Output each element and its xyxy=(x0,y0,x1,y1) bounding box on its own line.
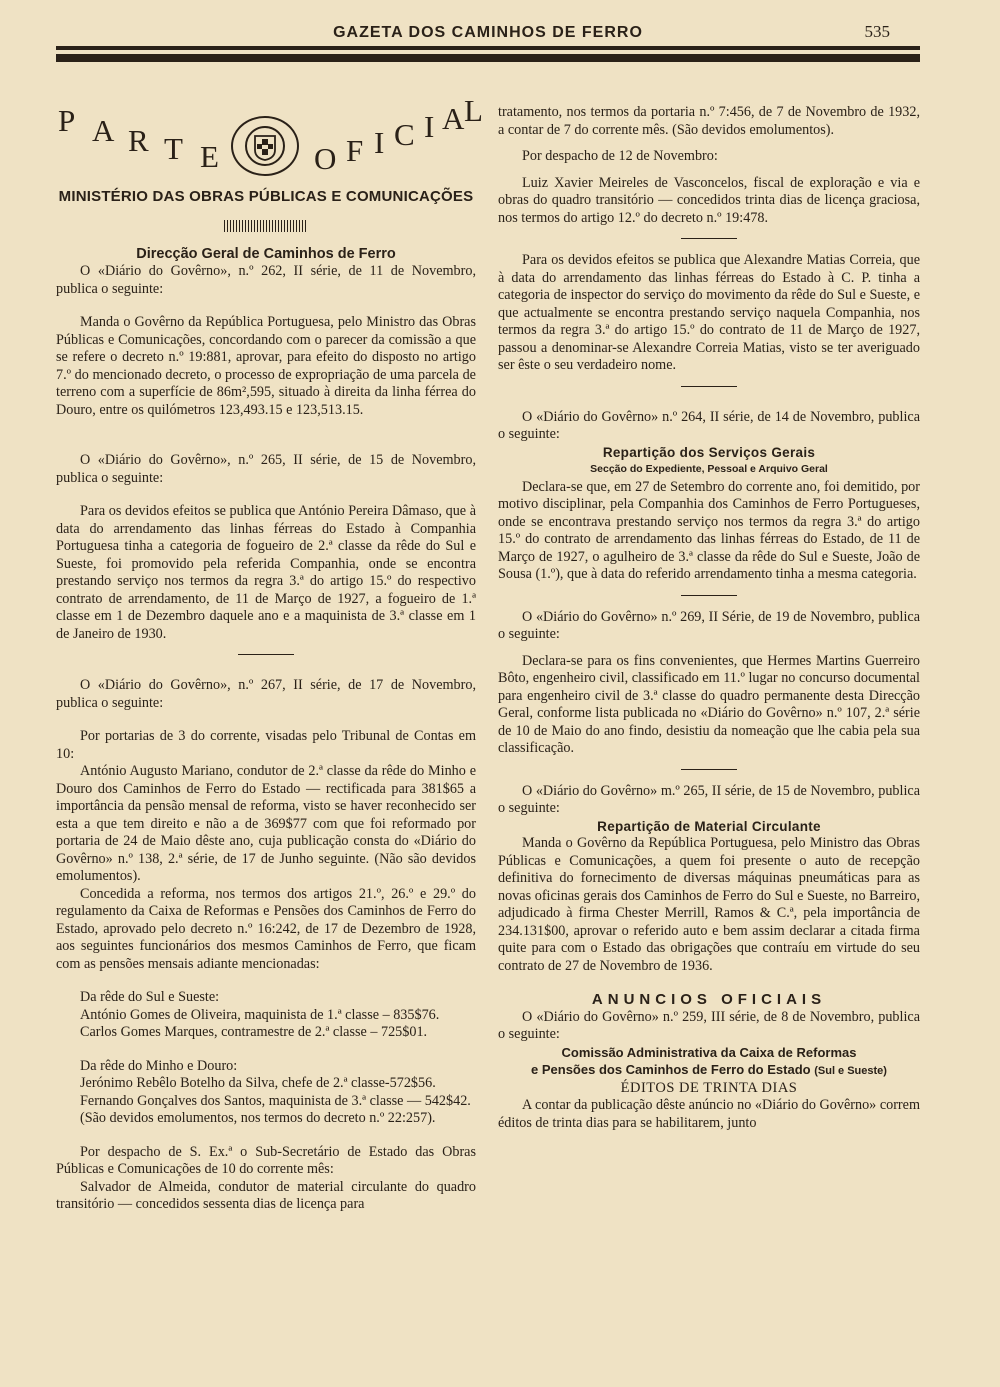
paragraph: Concedida a reforma, nos termos dos artigos 21.º, 26.º e 29.º do regulamento da Caixa de Reformas e Pensões dos Caminhos de Ferro do Estado, aprovado pelo decreto n.º 16:242, de 17 de Dezembro de 1928, aos seguintes funcionários dos mesmos Caminhos de Ferro, que ficam com as pensões mensais adiante mencionadas: xyxy=(56,885,476,972)
banner-letter: I xyxy=(424,109,435,144)
pension-list-minho xyxy=(56,1058,476,1128)
comissao-tag: (Sul e Sueste) xyxy=(814,1064,887,1077)
banner-letter: A xyxy=(442,101,465,136)
paragraph: O «Diário do Govêrno» n.º 264, II série, de 14 de Novembro, publica o seguinte: xyxy=(498,408,920,442)
paragraph: A contar da publicação dêste anúncio no «Diário do Govêrno» correm éditos de trinta dias para se habilitarem, junto xyxy=(498,1097,920,1131)
banner-letter: C xyxy=(394,117,415,152)
ministry-heading: MINISTÉRIO DAS OBRAS PÚBLICAS E COMUNICAÇÕES xyxy=(58,188,474,205)
paragraph: António Augusto Mariano, condutor de 2.ª classe da rêde do Minho e Douro dos Caminhos de Ferro do Estado — rectificada para 381$65 a importância da pensão mensal de reforma, visto se haver reconhecido ser esta a que tem direito e não a de 369$77 com que foi reformado por portaria de 24 de Maio dêste ano, cuja publicação consta do «Diário do Govêrno» n.º 138, 2.ª série, de 17 de Junho seguinte. (Não são devidos emolumentos). xyxy=(56,763,476,884)
paragraph: Salvador de Almeida, condutor de material circulante do quadro transitório — concedidos sessenta dias de licença para xyxy=(56,1178,476,1212)
banner-letter: L xyxy=(464,93,483,128)
masthead xyxy=(56,22,920,42)
pension-list-sul xyxy=(56,989,476,1042)
comissao-line-2: e Pensões dos Caminhos de Ferro do Estado xyxy=(531,1061,811,1077)
publication-title: GAZETA DOS CAMINHOS DE FERRO xyxy=(333,24,643,41)
list-item: (São devidos emolumentos, nos termos do decreto n.º 22:257). xyxy=(80,1110,436,1126)
header-rule-thin xyxy=(56,46,920,50)
comissao-heading xyxy=(498,1044,920,1080)
banner-letter: A xyxy=(92,113,115,148)
header-rule-thick xyxy=(56,54,920,62)
reparticao-heading: Repartição de Material Circulante xyxy=(597,818,821,834)
list-item: Jerónimo Rebêlo Botelho da Silva, chefe de 2.ª classe-572$56. xyxy=(80,1075,436,1091)
paragraph: Por despacho de S. Ex.ª o Sub-Secretário de Estado das Obras Públicas e Comunicações de 10 do corrente mês: xyxy=(56,1143,476,1177)
separator-rule xyxy=(681,238,737,239)
reparticao-heading: Repartição dos Serviços Gerais xyxy=(602,444,816,460)
separator-rule xyxy=(681,769,737,770)
left-column xyxy=(56,92,483,1214)
list-item: Fernando Gonçalves dos Santos, maquinista de 3.ª classe — 542$42. xyxy=(80,1092,471,1109)
direccao-heading: Direcção Geral de Caminhos de Ferro xyxy=(136,245,396,262)
banner-letter: E xyxy=(200,139,219,174)
paragraph: O «Diário do Govêrno», n.º 262, II série, de 11 de Novembro, publica o seguinte: xyxy=(56,263,476,297)
banner-letter: T xyxy=(164,131,183,166)
banner-letter: O xyxy=(314,141,337,176)
list-heading: Da rêde do Sul e Sueste: xyxy=(80,989,220,1005)
paragraph: Manda o Govêrno da República Portuguesa, pelo Ministro das Obras Públicas e Comunicações, a quem foi presente o auto de recepção definitiva do fornecimento de diversas máquinas pneumáticas para as novas oficinas gerais dos Caminhos de Ferro do Sul e Sueste, no Barreiro, adjudicado à firma Chester Merrill, Ramos & C.ª, pela importância de 234.131$00, aprovar o referido auto e bem assim declarar a citada firma quite para com o Estado das obrigações que contraíu em virtude do seu contrato de 27 de Novembro de 1936. xyxy=(498,835,920,974)
separator-rule xyxy=(681,595,737,596)
paragraph: Para os devidos efeitos se publica que António Pereira Dâmaso, que à data do arrendamento das linhas férreas do Estado à Companhia Portuguesa tinha a categoria de fogueiro de 2.ª classe da rêde do Sul e Sueste, foi promovido pela referida Companhia, onde se encontra prestando serviço nos termos da regra 3.ª do artigo 15.º do respectivo contrato de arrendamento, de 11 de Março de 1927, a fogueiro de 1.ª classe em 1 de Dezembro daquele ano e a maquinista de 3.ª classe em 1 de Janeiro de 1930. xyxy=(56,503,476,642)
paragraph: Para os devidos efeitos se publica que Alexandre Matias Correia, que à data do arrendamento das linhas férreas do Estado à C. P. tinha a categoria de inspector do serviço do movimento da rêde do Sul e Sueste, e que actualmente se encontra prestando serviço naquela Companhia, nos termos da regra 3.ª do artigo 15.º do contrato de 11 de Março de 1927, passou a denominar-se Alexandre Correia Matias, visto se ter averiguado ser êste o seu verdadeiro nome. xyxy=(498,252,920,373)
list-item: Carlos Gomes Marques, contramestre de 2.ª classe – 725$01. xyxy=(80,1024,428,1040)
paragraph: Declara-se que, em 27 de Setembro do corrente ano, foi demitido, por motivo disciplinar, pela Companhia dos Caminhos de Ferro Portugueses, onde se encontrava prestando serviço nos termos da regra 3.ª do artigo 15.º do contrato de arrendamento das linhas férreas do Estado, de 11 de Março de 1927, o agulheiro de 3.ª classe da rêde do Sul e Sueste, João de Sousa (1.º), que à data do referido arrendamento tinha a mesma categoria. xyxy=(498,478,920,582)
separator-rule xyxy=(238,654,294,655)
paragraph: O «Diário do Govêrno», n.º 265, II série, de 15 de Novembro, publica o seguinte: xyxy=(56,452,476,486)
right-column xyxy=(498,104,920,1132)
paragraph: Luiz Xavier Meireles de Vasconcelos, fiscal de exploração e via e obras do quadro transitório — concedidos trinta dias de licença graciosa, nos termos do artigo 12.º do decreto n.º 19:478. xyxy=(498,174,920,226)
list-item: António Gomes de Oliveira, maquinista de 1.ª classe – 835$76. xyxy=(80,1006,440,1023)
paragraph: Por despacho de 12 de Novembro: xyxy=(522,148,718,164)
barcode-ornament-icon xyxy=(224,220,308,232)
page-number: 535 xyxy=(864,22,890,41)
paragraph: O «Diário do Govêrno», n.º 267, II série, de 17 de Novembro, publica o seguinte: xyxy=(56,677,476,711)
paragraph: Manda o Govêrno da República Portuguesa, pelo Ministro das Obras Públicas e Comunicações, concordando com o parecer da comissão a que se refere o decreto n.º 19:881, aprovar, para efeito do disposto no artigo 7.º do mencionado decreto, o processo de expropriação de uma parcela de terreno com a superfície de 86m²,595, situado à direita da linha férrea do Douro, entre os quilómetros 123,493.15 e 123,513.15. xyxy=(56,314,476,418)
banner-letter: P xyxy=(58,103,76,138)
coat-of-arms-seal-icon xyxy=(231,116,299,176)
paragraph: O «Diário do Govêrno» m.º 265, II série, de 15 de Novembro, publica o seguinte: xyxy=(498,782,920,816)
paragraph: Por portarias de 3 do corrente, visadas pelo Tribunal de Contas em 10: xyxy=(56,728,476,762)
paragraph: O «Diário do Govêrno» n.º 269, II Série, de 19 de Novembro, publica o seguinte: xyxy=(498,608,920,642)
comissao-line-1: Comissão Administrativa da Caixa de Reformas xyxy=(561,1044,857,1060)
editos-heading: ÉDITOS DE TRINTA DIAS xyxy=(620,1079,798,1096)
seccao-heading: Secção do Expediente, Pessoal e Arquivo Geral xyxy=(590,463,828,475)
banner-letter: R xyxy=(128,123,149,158)
paragraph: tratamento, nos termos da portaria n.º 7:456, de 7 de Novembro de 1932, a contar de 7 do corrente mês. (São devidos emolumentos). xyxy=(498,104,920,138)
banner-letter: I xyxy=(374,125,385,160)
separator-rule xyxy=(681,386,737,387)
anuncios-heading: ANUNCIOS OFICIAIS xyxy=(591,991,827,1008)
list-heading: Da rêde do Minho e Douro: xyxy=(80,1057,238,1074)
banner-letter: F xyxy=(346,133,364,168)
paragraph: Declara-se para os fins convenientes, que Hermes Martins Guerreiro Bôto, engenheiro civil, classificado em 11.º lugar no concurso documental para engenheiro civil de 3.ª classe do quadro permanente desta Direcção Geral, conforme lista publicada no «Diário do Govêrno» n.º 107, 2.ª série de 10 de Maio do ano findo, desistiu da nomeação que lhe cabia pela sua classificação. xyxy=(498,652,920,756)
parte-oficial-banner xyxy=(56,92,483,188)
paragraph: O «Diário do Govêrno» n.º 259, III série, de 8 de Novembro, publica o seguinte: xyxy=(498,1008,920,1042)
